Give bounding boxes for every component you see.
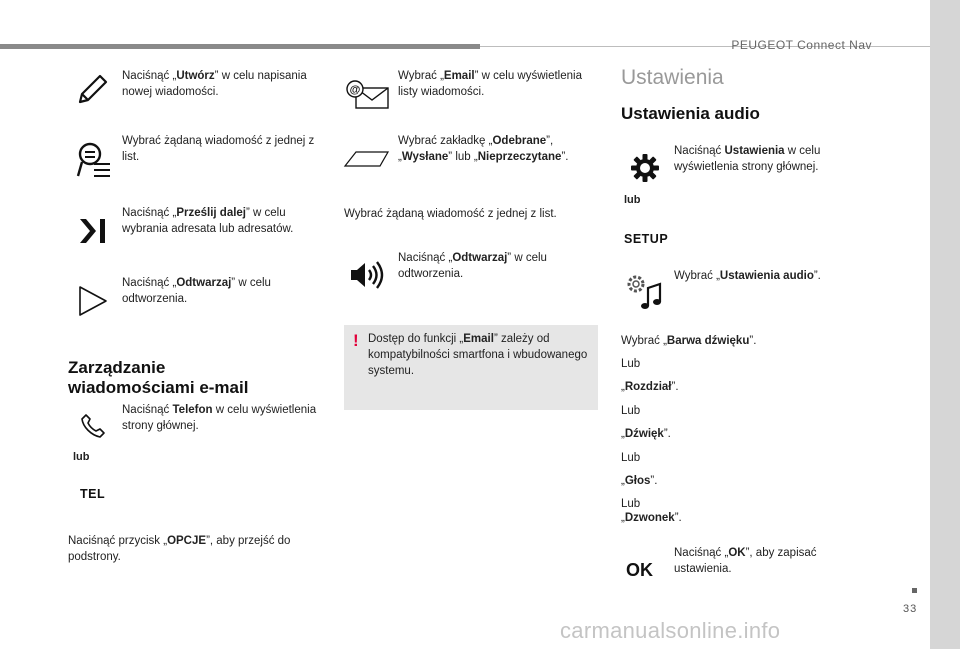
voice-option-text: „Głos”. (621, 475, 658, 487)
email-icon (346, 80, 390, 110)
section-title-email: Zarządzanie wiadomościami e-mail (68, 358, 249, 397)
settings-text: Naciśnąć Ustawienia w celu wyświetlenia strony głównej. (674, 145, 821, 173)
subsection-title-audio: Ustawienia audio (621, 104, 760, 123)
top-rule-thick (0, 44, 480, 49)
setup-button-label: SETUP (624, 232, 669, 246)
watermark: carmanualsonline.info (560, 618, 781, 643)
svg-text:@: @ (349, 84, 361, 96)
or-label-4: Lub (621, 498, 641, 510)
play-text: Naciśnąć „Odtwarzaj” w celu odtworzenia. (122, 277, 271, 305)
ringtone-option-text: „Dzwonek”. (621, 512, 682, 524)
speaker-icon (349, 260, 385, 290)
lub-label: lub (73, 451, 90, 463)
forward-text: Naciśnąć „Prześlij dalej” w celu wybrania adresata lub adresatów. (122, 207, 294, 235)
save-settings-text: Naciśnąć „OK”, aby zapisać ustawienia. (674, 547, 817, 575)
select-message-text: Wybrać żądaną wiadomość z jednej z list. (122, 135, 315, 163)
warning-icon: ! (353, 331, 359, 350)
tab-icon (344, 148, 390, 168)
email-list-text: Wybrać „Email” w celu wyświetlenia listy wiadomości. (398, 70, 582, 98)
message-list-icon (72, 140, 112, 180)
tel-button-label: TEL (80, 487, 106, 501)
balance-option-text: „Rozdział”. (621, 381, 679, 393)
note-text: Dostęp do funkcji „Email” zależy od kompatybilności smartfona i wbudowanego systemu. (368, 333, 588, 377)
gear-icon (630, 153, 660, 183)
or-label-3: Lub (621, 452, 641, 464)
ok-button-label: OK (626, 560, 653, 580)
phone-icon (80, 412, 106, 438)
or-label-2: Lub (621, 405, 641, 417)
create-message-text: Naciśnąć „Utwórz” w celu napisania nowej wiadomości. (122, 70, 307, 98)
play-icon (78, 285, 108, 317)
play-audio-text: Naciśnąć „Odtwarzaj” w celu odtworzenia. (398, 252, 547, 280)
tone-option-text: Wybrać „Barwa dźwięku”. (621, 335, 757, 347)
tab-select-text: Wybrać zakładkę „Odebrane”, „Wysłane” lub „Nieprzeczytane”. (398, 135, 569, 163)
or-label-1: Lub (621, 358, 641, 370)
select-list-text: Wybrać żądaną wiadomość z jednej z list. (344, 208, 557, 220)
brand-header: PEUGEOT Connect Nav (731, 38, 872, 52)
options-text: Naciśnąć przycisk „OPCJE”, aby przejść do podstrony. (68, 535, 291, 563)
lub-label-settings: lub (624, 194, 641, 206)
page-number: 33 (903, 603, 918, 615)
phone-text: Naciśnąć Telefon w celu wyświetlenia strony głównej. (122, 404, 317, 432)
forward-icon (76, 215, 108, 247)
section-title-settings: Ustawienia (621, 66, 724, 89)
pencil-icon (76, 72, 110, 106)
sound-option-text: „Dźwięk”. (621, 428, 671, 440)
page-edge-tab (930, 0, 960, 649)
continue-marker (912, 588, 917, 593)
audio-settings-icon (624, 272, 664, 312)
audio-settings-text: Wybrać „Ustawienia audio”. (674, 270, 821, 282)
